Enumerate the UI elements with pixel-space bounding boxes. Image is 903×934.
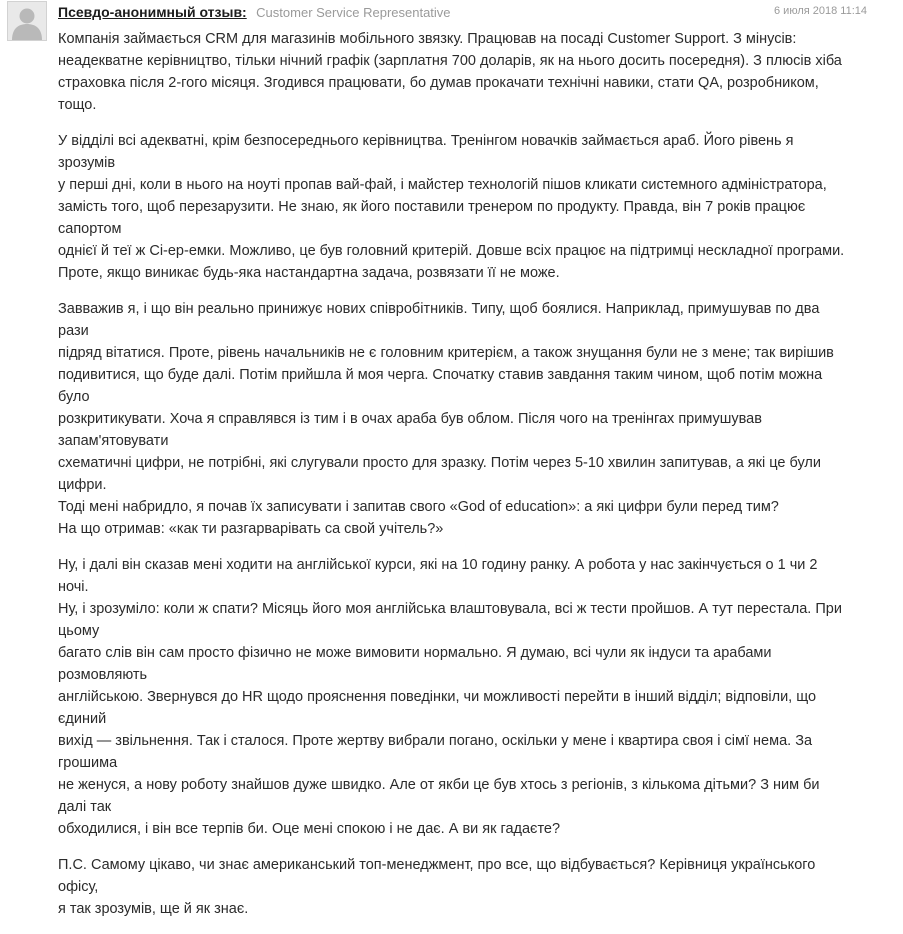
text-line: Проте, якщо виникає будь-яка настандартна задача, розвязати її не може. (58, 265, 560, 281)
text-line: підряд вітатися. Проте, рівень начальників не є головним критерієм, а також знущання були не з мене; так вирішив (58, 345, 834, 361)
text-line: Завважив я, і що він реально принижує нових співробітників. Типу, щоб боялися. Наприклад, примушував по два рази (58, 301, 820, 339)
review-paragraph (58, 854, 848, 920)
text-line: обходилися, і він все терпів би. Оце мені спокою і не дає. А ви як гадаєте? (58, 821, 561, 837)
text-line: схематичні цифри, не потрібні, які слугували просто для зразку. Потім через 5-10 хвилин запитував, а які це були цифри. (58, 455, 821, 493)
job-position: Customer Service Representative (256, 5, 451, 20)
text-line: У відділі всі адекватні, крім безпосереднього керівництва. Тренінгом новачків займається араб. Його рівень я зрозумів (58, 133, 794, 171)
review-paragraph (58, 130, 848, 284)
review-header (58, 3, 873, 21)
text-line: На що отримав: «как ти разгарварівать са свой учітель?» (58, 521, 444, 537)
text-line: багато слів він сам просто фізично не може вимовити нормально. Я думаю, всі чули як індуси та арабами розмовляють (58, 645, 772, 683)
text-line: Тоді мені набридло, я почав їх записувати і запитав свого «God of education»: а які цифри були перед тим? (58, 499, 779, 515)
review-body (58, 28, 848, 934)
text-line: П.С. Самому цікаво, чи знає американський топ-менеджмент, про все, що відбувається? Керівниця українського офісу, (58, 857, 816, 895)
text-line: подивитися, що буде далі. Потім прийшла й моя черга. Спочатку ставив завдання таким чином, щоб потім можна було (58, 367, 823, 405)
text-line: страховка після 2-гого місяця. Згодився працювати, бо думав прокачати технічні навики, стати QA, розробником, тощо. (58, 75, 819, 113)
text-line: однієї й теї ж Сі-ер-емки. Можливо, це був головний критерій. Довше всіх працює на підтримці нескладної програми. (58, 243, 845, 259)
author-link[interactable]: Псевдо-анонимный отзыв: (58, 4, 247, 20)
text-line: я так зрозумів, ще й як знає. (58, 901, 249, 917)
text-line: у перші дні, коли в нього на ноуті пропав вай-фай, і майстер технологій пішов кликати системного адміністратора, (58, 177, 827, 193)
review-date: 6 июля 2018 11:14 (774, 5, 867, 17)
text-line: вихід — звільнення. Так і сталося. Проте жертву вибрали погано, оскільки у мене і квартира своя і сімї нема. За грошима (58, 733, 813, 771)
text-line: Компанія займається CRM для магазинів мобільного звязку. Працював на посаді Customer Support. З мінусів: (58, 31, 797, 47)
text-line: англійською. Звернувся до HR щодо прояснення поведінки, чи можливості перейти в інший відділ; відповіли, що єдиний (58, 689, 817, 727)
review-paragraph (58, 28, 848, 116)
text-line: Ну, і далі він сказав мені ходити на англійської курси, які на 10 годину ранку. А робота у нас закінчується о 1 чи 2 ночі. (58, 557, 818, 595)
text-line: Ну, і зрозуміло: коли ж спати? Місяць його моя англійська влаштовувала, всі ж тести пройшов. А тут перестала. При цьому (58, 601, 842, 639)
review-paragraph (58, 554, 848, 840)
text-line: неадекватне керівництво, тільки нічний графік (зарплатня 700 доларів, як на нього досить посередня). З плюсів хіба (58, 53, 842, 69)
user-silhouette-icon (8, 2, 46, 40)
avatar[interactable] (7, 1, 47, 41)
text-line: замість того, щоб перезарузити. Не знаю, як його поставили тренером по продукту. Правда, він 7 років працює сапортом (58, 199, 806, 237)
text-line: не женуся, а нову роботу знайшов дуже швидко. Але от якби це був хтось з регіонів, з кількома дітьми? З ним би далі так (58, 777, 820, 815)
text-line: розкритикувати. Хоча я справлявся із тим і в очах араба був облом. Після чого на тренінгах примушував запам'ятовувати (58, 411, 762, 449)
review-paragraph (58, 298, 848, 540)
